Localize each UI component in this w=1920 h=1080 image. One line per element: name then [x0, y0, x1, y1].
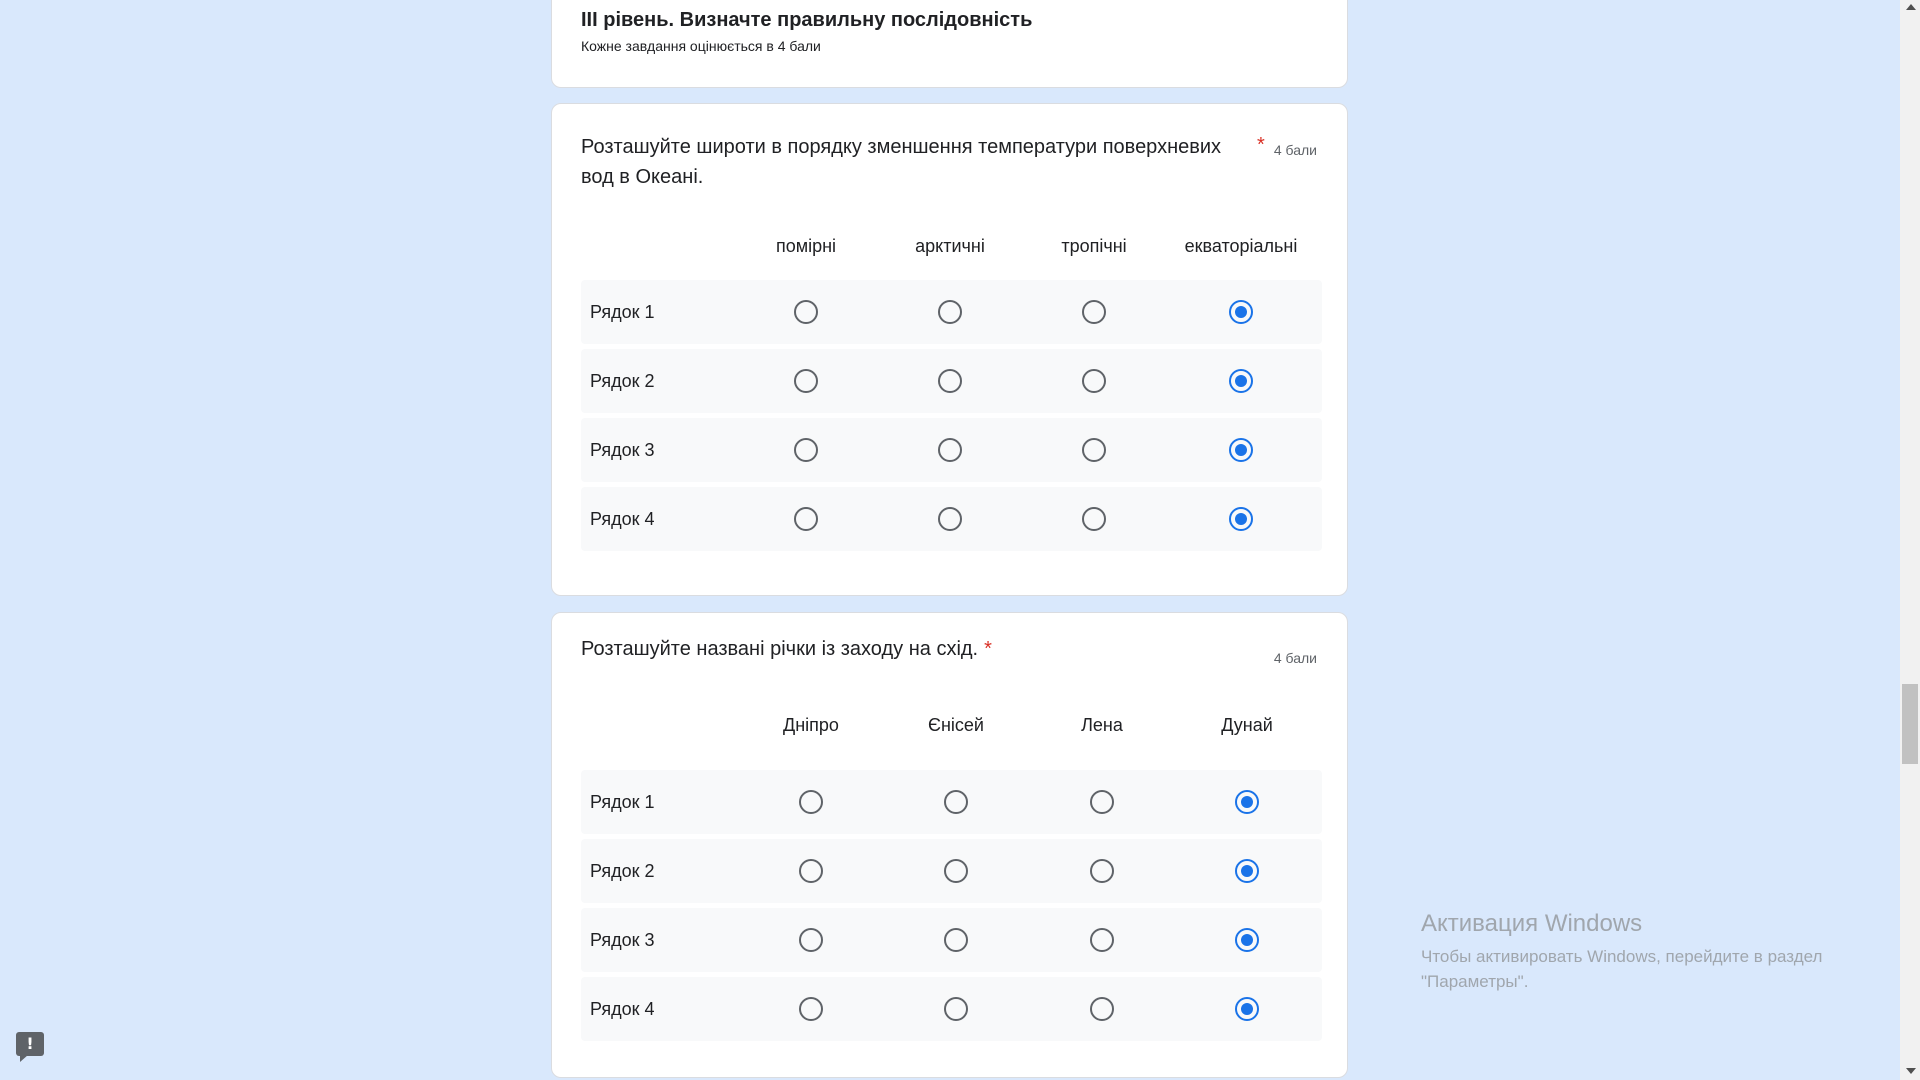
column-label: арктичні — [915, 236, 985, 256]
grid-row — [581, 349, 1322, 413]
radio-option[interactable] — [799, 997, 823, 1021]
row-label: Рядок 4 — [590, 509, 655, 529]
radio-option-selected[interactable] — [1235, 790, 1259, 814]
question-title-line2: вод в Океані. — [581, 166, 704, 188]
report-problem-button[interactable] — [16, 1032, 44, 1056]
grid-header-row — [581, 236, 1322, 276]
radio-option[interactable] — [938, 300, 962, 324]
radio-option[interactable] — [1082, 438, 1106, 462]
question-points: 4 бали — [1273, 142, 1317, 158]
grid-row — [581, 977, 1322, 1041]
row-label: Рядок 3 — [590, 440, 655, 460]
radio-option[interactable] — [944, 928, 968, 952]
radio-option-selected[interactable] — [1229, 300, 1253, 324]
radio-option[interactable] — [1082, 507, 1106, 531]
radio-option[interactable] — [1082, 369, 1106, 393]
question-title-text: Розташуйте названі річки із заходу на схід. — [581, 638, 979, 660]
radio-option[interactable] — [944, 997, 968, 1021]
grid-row — [581, 418, 1322, 482]
column-label: Дніпро — [783, 715, 839, 735]
grid-row — [581, 487, 1322, 551]
question-title — [581, 634, 1241, 664]
radio-option[interactable] — [794, 507, 818, 531]
report-problem-icon: ! — [26, 1034, 34, 1053]
section-title: III рівень. Визначте правильну послідовність — [581, 9, 1033, 31]
row-label: Рядок 1 — [590, 302, 655, 322]
radio-option[interactable] — [799, 928, 823, 952]
required-asterisk: * — [984, 638, 992, 660]
radio-option-selected[interactable] — [1229, 507, 1253, 531]
column-label: екваторіальні — [1184, 236, 1298, 256]
radio-option[interactable] — [799, 790, 823, 814]
column-label: Єнісей — [928, 715, 984, 735]
column-label: помірні — [775, 236, 837, 256]
radio-option-selected[interactable] — [1229, 369, 1253, 393]
grid-header-row — [581, 715, 1322, 755]
radio-option-selected[interactable] — [1235, 928, 1259, 952]
radio-option[interactable] — [938, 507, 962, 531]
row-label: Рядок 2 — [590, 861, 655, 881]
question-points: 4 бали — [1273, 650, 1317, 666]
radio-option[interactable] — [794, 300, 818, 324]
column-label: Дунай — [1221, 715, 1273, 735]
question-title-line1: Розташуйте широти в порядку зменшення температури поверхневих — [581, 136, 1222, 158]
question-card-rivers — [551, 612, 1348, 1078]
row-label: Рядок 4 — [590, 999, 655, 1019]
choice-grid — [581, 715, 1322, 1041]
radio-option-selected[interactable] — [1229, 438, 1253, 462]
radio-option[interactable] — [938, 438, 962, 462]
grid-row — [581, 908, 1322, 972]
radio-option[interactable] — [944, 790, 968, 814]
row-label: Рядок 1 — [590, 792, 655, 812]
radio-option[interactable] — [794, 438, 818, 462]
watermark-text: Чтобы активировать Windows, перейдите в раздел "Параметры". — [1421, 947, 1823, 991]
choice-grid — [581, 236, 1322, 551]
column-label: Лена — [1081, 715, 1123, 735]
radio-option[interactable] — [1090, 928, 1114, 952]
row-label: Рядок 3 — [590, 930, 655, 950]
scroll-up-arrow-icon[interactable] — [1906, 4, 1916, 10]
grid-row — [581, 770, 1322, 834]
radio-option[interactable] — [1090, 997, 1114, 1021]
radio-option-selected[interactable] — [1235, 997, 1259, 1021]
scrollbar-track[interactable] — [1900, 0, 1920, 1080]
windows-activation-watermark — [1421, 910, 1861, 994]
scroll-down-arrow-icon[interactable] — [1906, 1068, 1916, 1074]
question-card-latitudes — [551, 103, 1348, 596]
question-title — [581, 132, 1241, 192]
column-label: тропічні — [1061, 236, 1127, 256]
radio-option[interactable] — [1082, 300, 1106, 324]
section-description: Кожне завдання оцінюється в 4 бали — [581, 38, 821, 54]
required-asterisk: * — [1257, 134, 1265, 156]
grid-row — [581, 280, 1322, 344]
radio-option[interactable] — [944, 859, 968, 883]
radio-option[interactable] — [794, 369, 818, 393]
section-header-card — [551, 0, 1348, 88]
radio-option[interactable] — [938, 369, 962, 393]
watermark-title: Активация Windows — [1421, 910, 1643, 937]
row-label: Рядок 2 — [590, 371, 655, 391]
radio-option[interactable] — [1090, 859, 1114, 883]
radio-option[interactable] — [799, 859, 823, 883]
radio-option[interactable] — [1090, 790, 1114, 814]
grid-row — [581, 839, 1322, 903]
scrollbar-thumb[interactable] — [1902, 684, 1918, 764]
radio-option-selected[interactable] — [1235, 859, 1259, 883]
